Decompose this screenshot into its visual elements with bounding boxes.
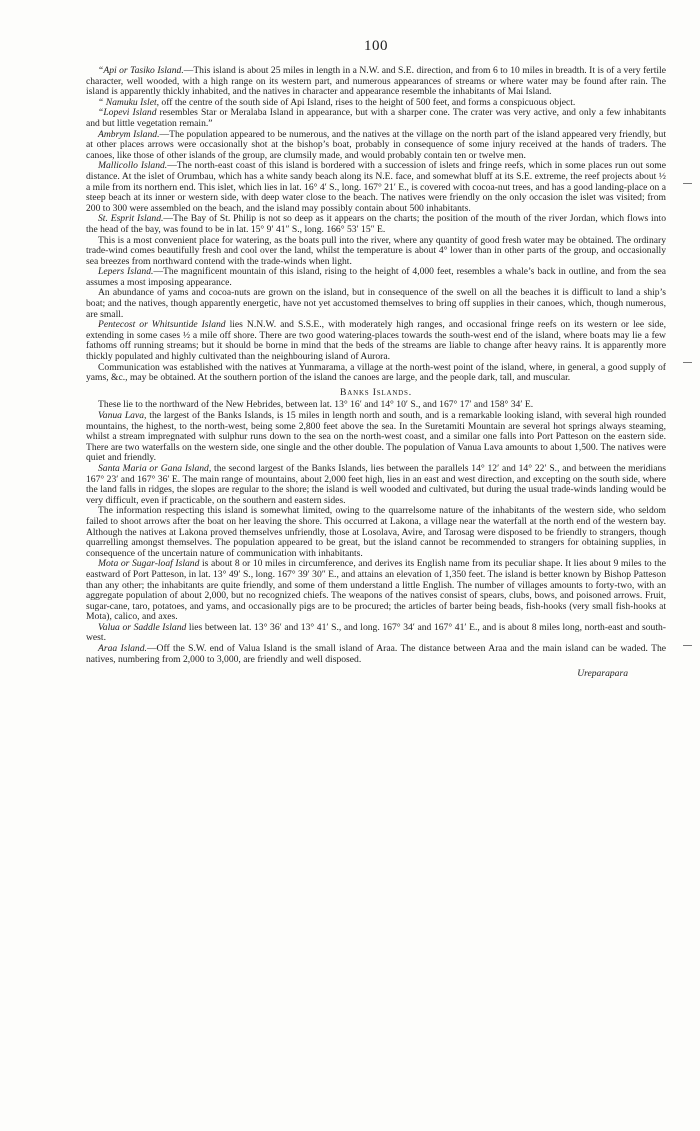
paragraph: [86, 363, 666, 384]
paragraph-text: lies N.N.W. and S.S.E., with moderately high ranges, and occasional fringe reefs on its western or lee side, extending in some cases ½ a mile off shore. There are two good watering-places towards the south-west end of the island, where boats may lie a few fathoms off running streams; but it should be borne in mind that the beds of the streams are liable to change after heavy rains. It is apparently more thickly populated and highly cultivated than the neighbouring island of Aurora.: [86, 319, 666, 363]
paragraph-text: off the centre of the south side of Api Island, rises to the height of 500 feet, and forms a conspicuous object.: [159, 96, 576, 108]
paragraph-text: lies between lat. 13° 36′ and 13° 41′ S., and long. 167° 34′ and 167° 41′ E., and is about 8 miles long, north-east and south-west.: [86, 621, 666, 644]
paragraph-text: This is a most convenient place for watering, as the boats pull into the river, where any quantity of good fresh water may be obtained. The ordinary trade-wind comes beautifully fresh and cool over the land, whilst the temperature is about 4° lower than in other parts of the group, and occasionally sea breezes from northward contend with the trade-winds when light.: [86, 234, 666, 267]
paragraph: [86, 161, 666, 214]
paragraph-title: Mallicollo Island.: [98, 160, 168, 172]
paragraph: [86, 214, 666, 235]
paragraph-title: “Api or Tasiko Island.: [98, 65, 184, 76]
paragraph-text: —The magnificent mountain of this island, rising to the height of 4,000 feet, resembles a whale’s back in outline, and from the sea assumes a most imposing appearance.: [86, 266, 666, 288]
paragraph: [86, 559, 666, 623]
paragraph: [86, 66, 666, 98]
paragraph: [86, 411, 666, 464]
catchword: Ureparapara: [577, 668, 628, 680]
paragraph: [86, 130, 666, 162]
paragraph-text: —The north-east coast of this island is bordered with a succession of islets and fringe reefs, which in some places run out some distance. At the islet of Orumbau, which has a white sandy beach along its N.E. face, and somewhat bluff at its S.E. extreme, the reef projects about ½ a mile from its northern end. This islet, which lies in lat. 16° 4′ S., long. 167° 21′ E., is covered with cocoa-nut trees, and has a good landing-place on a steep beach at its inner or western side, with deep water close to the beach. The natives were friendly on the only occasion the islet was visited; from 200 to 300 were assembled on the beach, and the island may possibly contain about 500 inhabitants.: [86, 160, 666, 214]
paragraph: [86, 236, 666, 268]
paragraph-text: resembles Star or Meralaba Island in appearance, but with a sharper cone. The crater was very active, and only a few inhabitants and but little vegetation remain.”: [86, 107, 666, 129]
margin-mark: [683, 183, 692, 184]
paragraph-text: The information respecting this island is somewhat limited, owing to the quarrelsome nature of the inhabitants of the western side, who seldom failed to shoot arrows after the boat on her leaving the shore. This occurred at Lakona, a village near the waterfall at the north end of the western bay. Although the natives at Lakona proved themselves unfriendly, those at Losolava, Avire, and Tarosag were disposed to be friendly to strangers, though quarrelling amongst themselves. The population appeared to be great, but the island cannot be recommended to strangers for obtaining supplies, in consequence of the uncertain nature of communication with inhabitants.: [86, 505, 666, 559]
paragraph-title: Araa Island.: [98, 643, 147, 655]
paragraph-title: Ambrym Island.: [98, 128, 160, 140]
paragraph-text: the second largest of the Banks Islands, lies between the parallels 14° 12′ and 14° 22′ S., and between the meridians 167° 23′ and 167° 36′ E. The main range of mountains, about 2,000 feet high, lies in an east and west direction, and excepting on the south side, where the land falls in ridges, the slopes are regular to the shore; the island is well wooded and cultivated, but during the usual trade-winds landing would be very difficult, even if practicable, on the southern and eastern sides.: [86, 462, 667, 506]
paragraph: [86, 506, 666, 559]
paragraph-title: Valua or Saddle Island: [98, 621, 187, 633]
body-text-part-1: [86, 66, 666, 384]
paragraph: [86, 644, 666, 665]
paragraph-title: Santa Maria or Gana Island,: [98, 462, 212, 474]
paragraph-title: Lepers Island.: [98, 266, 154, 278]
paragraph: [86, 267, 666, 288]
paragraph-title: Pentecost or Whitsuntide Island: [98, 319, 226, 331]
paragraph: [86, 623, 666, 644]
margin-mark: [683, 645, 692, 646]
paragraph: [86, 320, 666, 362]
paragraph-text: the largest of the Banks Islands, is 15 miles in length north and south, and is a remarkable looking island, with several high rounded mountains, the highest, to the north-west, being some 2,800 feet above the sea. In the Suretamiti Mountain are several hot springs always steaming, whilst a stream impregnated with sulphur runs down to the sea on the north-west coast, and a similar one falls into Port Patteson on the eastern side. There are two waterfalls on the western side, one single and the other double. The population of Vanua Lava amounts to about 1,500. The natives were quiet and friendly.: [86, 410, 667, 464]
section-heading: Banks Islands.: [340, 386, 412, 398]
paragraph-text: Communication was established with the natives at Yunmarama, a village at the north-west point of the island, where, in general, a good supply of yams, &c., may be obtained. At the southern portion of the island the canoes are large, and the people dark, tall, and muscular.: [86, 361, 666, 384]
paragraph-text: —Off the S.W. end of Valua Island is the small island of Araa. The distance between Araa and the main island can be waded. The natives, numbering from 2,000 to 3,000, are friendly and well disposed.: [86, 643, 667, 665]
margin-mark: [683, 362, 692, 363]
page-number: 100: [364, 38, 388, 54]
document-page: [86, 38, 666, 680]
body-text-part-2: [86, 400, 666, 665]
paragraph-title: Vanua Lava,: [98, 410, 147, 421]
paragraph-title: Mota or Sugar-loaf Island: [98, 558, 200, 570]
paragraph: [86, 108, 666, 129]
paragraph-text: These lie to the northward of the New Hebrides, between lat. 13° 16′ and 14° 10′ S., and 167° 17′ and 158° 34′ E.: [98, 399, 534, 411]
paragraph: [86, 464, 666, 506]
paragraph-title: St. Esprit Island.: [98, 213, 164, 225]
paragraph: [86, 288, 666, 320]
paragraph-text: —The Bay of St. Philip is not so deep as it appears on the charts; the position of the mouth of the river Jordan, which flows into the head of the bay, was found to be in lat. 15° 9′ 41″ S., long. 166° 53′ 15″ E.: [86, 213, 666, 235]
paragraph-text: —The population appeared to be numerous, and the natives at the village on the north part of the island appeared very friendly, but at other places arrows were occasionally shot at the bishop’s boat, probably in consequence of some injury received at the hands of traders. The canoes, like those of other islands of the group, are clumsily made, and would probably contain ten or twelve men.: [86, 128, 666, 161]
paragraph-title: “Lopevi Island: [98, 107, 157, 119]
paragraph-text: —This island is about 25 miles in length in a N.W. and S.E. direction, and from 6 to 10 miles in breadth. It is of a very fertile character, well wooded, with a high range on its western part, and numerous appearances of streams or where water may be found after rain. The island is apparently thickly inhabited, and the natives in character and appearance resemble the inhabitants of Mai Island.: [86, 65, 666, 98]
paragraph-text: An abundance of yams and cocoa-nuts are grown on the island, but in consequence of the swell on all the beaches it is difficult to land a ship’s boat; and the natives, though apparently energetic, have not yet accustomed themselves to bring off supplies in their canoes, which, though numerous, are small.: [86, 287, 666, 320]
paragraph-title: “ Namuku Islet,: [98, 96, 160, 108]
paragraph-text: is about 8 or 10 miles in circumference, and derives its English name from its peculiar shape. It lies about 9 miles to the eastward of Port Patteson, in lat. 13° 49′ S., long. 167° 39′ 30″ E., and attains an elevation of 1,350 feet. The island is better known by Bishop Patteson than any other; the inhabitants are quite friendly, and some of them understand a little English. The number of villages amounts to forty-two, with an aggregate population of about 2,000, but no recognized chiefs. The weapons of the natives consist of spears, clubs, bows, and poisoned arrows. Fruit, sugar-cane, taro, potatoes, and yams, and occasionally pigs are to be procured; the articles of barter being beads, fish-hooks (very small fish-hooks at Mota), calico, and axes.: [86, 558, 666, 623]
